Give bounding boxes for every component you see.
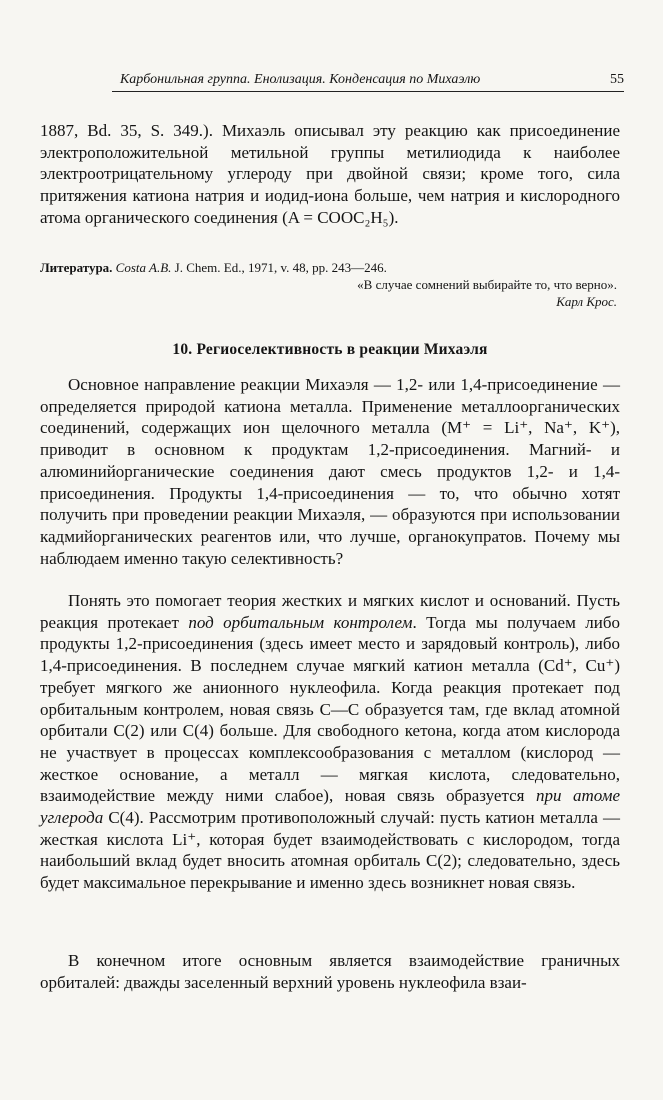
literature-reference xyxy=(40,260,620,276)
header-rule xyxy=(112,91,624,92)
epigraph-quote: «В случае сомнений выбирайте то, что верно». xyxy=(357,277,617,292)
paragraph-3 xyxy=(40,590,620,894)
literature-author: Costa A.B. xyxy=(115,260,172,275)
paragraph-3-emphasis-b: при атоме углерода xyxy=(40,786,620,828)
literature-citation: J. Chem. Ed., 1971, v. 48, pp. 243—246. xyxy=(174,260,387,275)
paragraph-3-text-b: . Тогда мы получаем либо продукты 1,2-присоединения (здесь имеет место и зарядовый контроль), либо 1,4-присоединения. В последнем случае мягкий катион металла (Cd⁺, Cu⁺) требует мягкого же анионного нуклеофила. Когда реакция протекает под орбитальным контролем, новая связь C—C образуется там, где вклад атомной орбитали C(2) или C(4) больше. Для свободного кетона, когда атом кислорода не участвует в процессах комплексообразования с металлом (кислород — жесткое основание, а металл — мягкая кислота, следовательно, взаимодействие между ними слабое), новая связь образуется xyxy=(40,612,620,806)
literature-label: Литература. xyxy=(40,260,113,275)
paragraph-4: В конечном итоге основным является взаимодействие граничных орбиталей: дважды заселенный верхний уровень нуклеофила взаи- xyxy=(40,951,620,992)
paragraph-3-text-a: Понять это помогает теория жестких и мягких кислот и оснований. Пусть реакция протекает xyxy=(40,591,620,632)
epigraph-author: Карл Крос. xyxy=(556,294,617,309)
running-header xyxy=(112,68,624,92)
page-number: 55 xyxy=(610,72,624,87)
paragraph-3-text-c: C(4). Рассмотрим противоположный случай: пусть катион металла — жесткая кислота Li⁺, которая будет взаимодействовать с кислородом, тогда наибольший вклад будет вносить атомная орбиталь C(2); следовательно, здесь будет максимальное перекрывание и именно здесь возникнет новая связь. xyxy=(40,808,620,893)
epigraph xyxy=(197,276,617,310)
paragraph-2: Основное направление реакции Михаэля — 1,2- или 1,4-присоединение — определяется природой катиона металла. Применение металлоорганических соединений, содержащих ион щелочного металла (M⁺ = Li⁺, Na⁺, K⁺), приводит в основном к продуктам 1,2-присоединения. Магний- и алюминийорганические соединения дают смесь продуктов 1,2- и 1,4-присоединения. Продукты 1,4-присоединения — то, что обычно хотят получить при проведении реакции Михаэля, — образуются при использовании кадмийорганических реагентов или, что лучше, органокупратов. Почему мы наблюдаем именно такую селективность? xyxy=(40,375,620,568)
section-title: 10. Региоселективность в реакции Михаэля xyxy=(172,341,488,358)
running-title: Карбонильная группа. Енолизация. Конденсация по Михаэлю xyxy=(120,72,481,87)
paragraph-1: 1887, Bd. 35, S. 349.). Михаэль описывал эту реакцию как присоединение электроположительной метильной группы метилиодида к наиболее электроотрицательному углероду при двойной связи; кроме того, сила притяжения катиона натрия и иодид-иона больше, чем натрия и кислородного атома органического соединения (A = COOC₂H₅). xyxy=(40,121,620,227)
paragraph-3-emphasis-a: под орбитальным контролем xyxy=(188,612,413,632)
